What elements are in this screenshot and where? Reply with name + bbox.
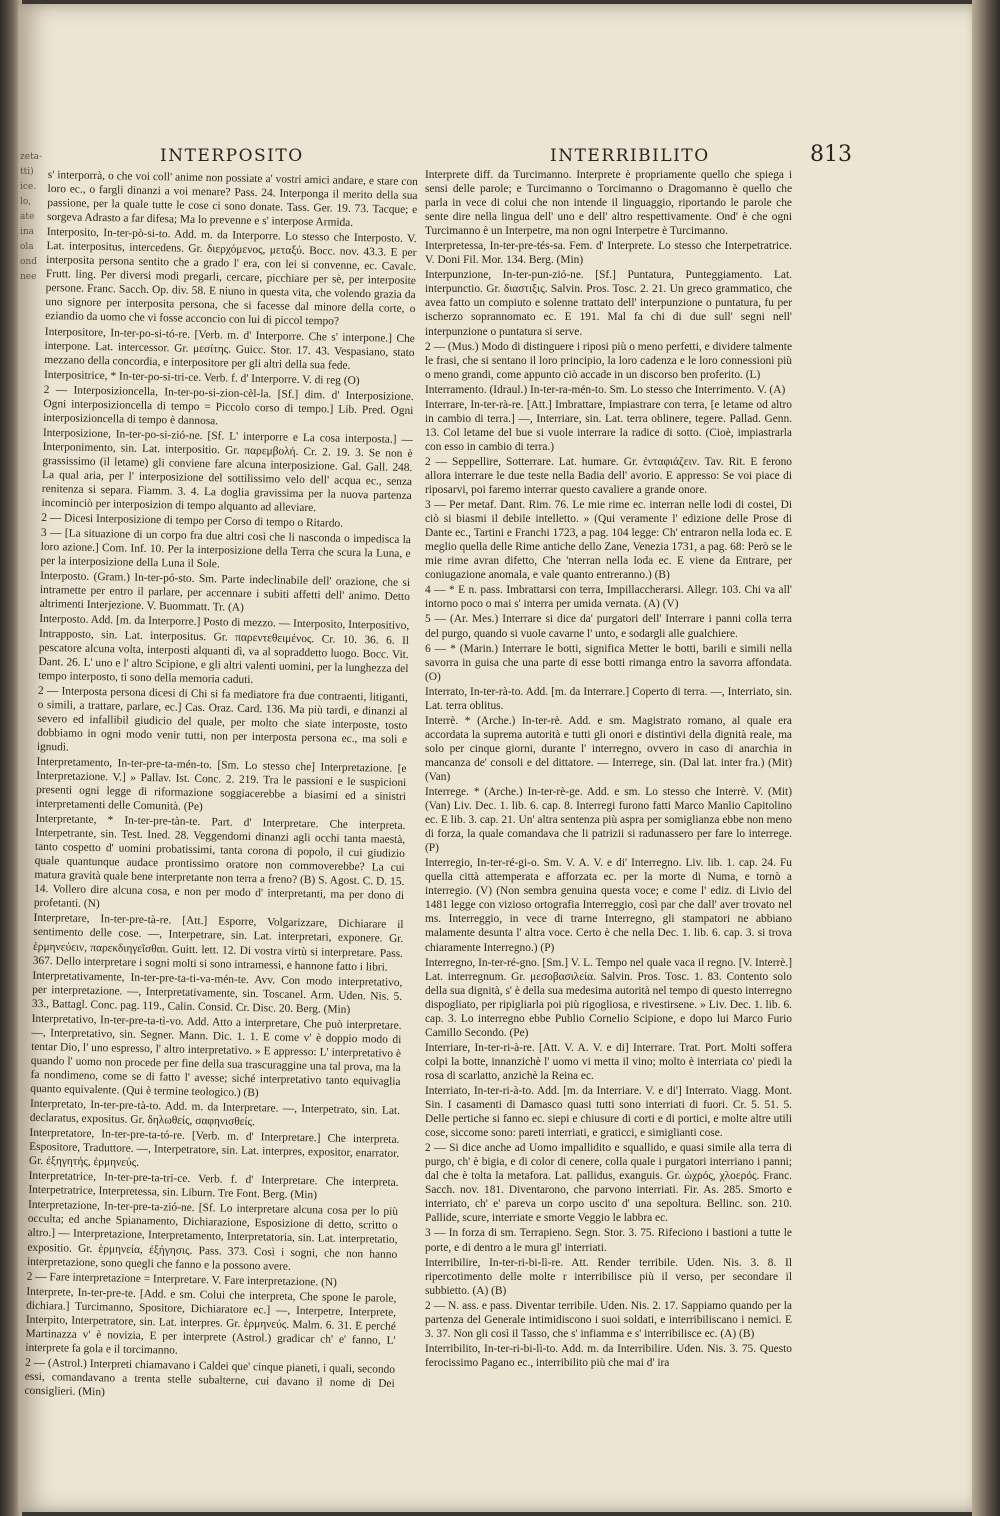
dictionary-entry: Interposito, In-ter-pò-si-to. Add. m. da Interporre. Lo stesso che Interposto. V. Lat. interpositus, intercedens. Gr. διερχόμενος, μεταξύ. Bocc. nov. 43.3. E per interposita persona sentito che a grado l' era, con lei si convenne, ec. Cavalc. Frutt. ling. Per diversi modi pregarli, cercare, picchiare per sè, per interposite persone. Franc. Sacch. Op. div. 58. E niuno in questa vita, che volendo grazia da uno signore per interposita persona, che si facesse dal minore della corte, o eziandio da uomo che vi fosse acconcio con lui di piccol tempo? xyxy=(45,226,417,329)
dictionary-entry: 2 — Dicesi Interposizione di tempo per Corso di tempo o Ritardo. xyxy=(41,512,344,530)
dictionary-entry: 2 — Interposizioncella, In-ter-po-si-zion-cèl-la. [Sf.] dim. d' Interposizione. Ogni interposizioncella di tempo = Piccolo corso di tempo.] Lib. Pred. Ogni interposizioncella di tempo è dannosa. xyxy=(43,383,414,428)
dictionary-entry: Interpretessa, In-ter-pre-tés-sa. Fem. d' Interprete. Lo stesso che Interpetratrice. V. Doni Fil. Mor. 134. Berg. (Min) xyxy=(425,240,792,267)
dictionary-entry: 3 — Per metaf. Dant. Rim. 76. Le mie rime ec. interran nelle lodi di costei, Di ciò si biasmi il debile intelletto. » (Qui veramente l' edizione delle Prose di Dante ec., Tartini e Franchi 1723, a pag. 104 legge: Ch' entraron nella loda ec. E meglio quella delle Rime antiche dello Zane, Venezia 1731, a pag. 68: Però se le mie rime avran difetto, Che 'nterran nella loda ec. E viene da Entrare, per coniugazione anomala, e vale quanto entreranno.) (B) xyxy=(425,499,792,582)
gutter-fragment: zeta- tti) ice. lo, ate ina ola ond nee xyxy=(20,152,43,282)
page-number: 813 xyxy=(810,142,852,167)
dictionary-entry: Interramento. (Idraul.) In-ter-ra-mén-to. Sm. Lo stesso che Interrimento. V. (A) xyxy=(425,383,786,396)
right-page-edge xyxy=(972,0,1000,1516)
dictionary-entry: Interregno, In-ter-ré-gno. [Sm.] V. L. Tempo nel quale vaca il regno. [V. Interrè.] Lat. interregnum. Gr. μεσοβασιλεία. Salvin. Pros. Tosc. 1. 83. Contento solo della sua dignità, s' è della sua medesima autorità nel tempo di questo interregno dispogliato, per ripigliarla poi più rigogliosa, e rivestirsene. » Liv. Dec. 1. lib. 6. cap. 3. Lo interregno ebbe Publio Cornelio Scipione, e dopo lui Marco Furio Camillo Secondo. (Pe) xyxy=(425,956,792,1039)
dictionary-entry: Interprete diff. da Turcimanno. Interprete è propriamente quello che spiega i sensi delle parole; e Turcimanno o Torcimanno o Dragomanno è quello che parla in vece di colui che non intende il linguaggio, riportando le parole che sente dire nella lingua dell' uno e dell' altro respettivamente. Ond' è che ogni Turcimanno è un Interpetre, ma non ogni Interpetre è Turcimanno. xyxy=(425,169,792,238)
dictionary-entry: Interpretatrice, In-ter-pre-ta-tri-ce. Verb. f. d' Interpretare. Che interpreta. Interpetratrice, Interpretessa, sin. Liburn. Tre Font. Berg. (Min) xyxy=(28,1170,399,1202)
dictionary-entry: Interpositrice, * In-ter-po-si-tri-ce. Verb. f. d' Interporre. V. di reg (O) xyxy=(43,368,360,387)
dictionary-entry: Interpretare, In-ter-pre-tà-re. [Att.] Esporre, Volgarizzare, Dichiarare il sentimento delle cose. —, Interpetrare, sin. Lat. interpretari, exponere. Gr. ἑρμηνεύειν, παρεκδιηγεῖσθαι. Guitt. lett. 12. Di vostra virtù si interpretare. Pass. 367. Dello interpretare i sogni molti si sono intramessi, e hannone fatto i libri. xyxy=(32,912,404,974)
running-head-left: INTERPOSITO xyxy=(160,146,304,166)
dictionary-entry: 2 — Interposta persona dicesi di Chi si fa mediatore fra due contraenti, litiganti, o simili, a trattare, parlare, ec.] Cas. Oraz. Card. 136. Ma più tardi, e dinanzi al severo ed infallibil giudicio del quale, per molto che siate interposte, tosto dobbiamo in ogni modo venir tutti, non per interposta persona ec., ma soli e ignudi. xyxy=(36,684,409,754)
dictionary-entry: 4 — * E n. pass. Imbrattarsi con terra, Impillaccherarsi. Allegr. 103. Chi va all' intorno poco o mai s' interra per umida vernata. (A) (V) xyxy=(425,584,792,611)
dictionary-entry: 2 — N. ass. e pass. Diventar terribile. Uden. Nis. 2. 17. Sappiamo quando per la partenza del Generale intimidiscono i suoi soldati, e interribiliscano i nemici. E 3. 37. Non gli così il Tasso, che s' infiamma e s' interribilisce ec. (A) (B) xyxy=(425,1299,792,1340)
dictionary-entry: Interregio, In-ter-ré-gi-o. Sm. V. A. V. e di' Interregno. Liv. lib. 1. cap. 24. Fu quella città attemperata e afforzata ec. per la morte di Numa, e tornò a interregio. (V) (Non sembra genuina questa voce; e come l' ediz. di Livio del 1481 legge con vizioso ortografia Interreggio, così par che dall' aver trovato nel ms. Interreggio, in vece di trarne Interregno, gli stampatori ne abbiano malamente desunta l' altra voce. Certo è che nella Dec. 1. lib. 6. cap. 3. si trova chiaramente Interregno.) (P) xyxy=(425,857,792,954)
dictionary-entry: Interribilito, In-ter-ri-bi-lì-to. Add. m. da Interribilire. Uden. Nis. 3. 75. Questo ferocissimo Pagano ec., interribilito più che mai d' ira xyxy=(425,1342,792,1369)
dictionary-entry: 2 — Fare interpretazione = Interpretare. V. Fare interpretazione. (N) xyxy=(26,1270,338,1289)
dictionary-entry: Interpositore, In-ter-po-si-tó-re. [Verb. m. d' Interporre. Che s' interpone.] Che interpone. Lat. intercessor. Gr. μεσίτης. Guicc. Stor. 17. 43. Vespasiano, stato mezzano della concordia, e interpositore per gli altri della sua fede. xyxy=(44,325,415,372)
dictionary-entry: Interprete, In-ter-pre-te. [Add. e sm. Colui che interpreta, Che spone le parole, dichiara.] Turcimanno, Spositore, Dichiaratore ec.] —, Interpetre, Interprete, Interpito, Interpetratore, sin. Lat. interpres. Gr. ἑρμηνεύς. Malm. 6. 31. E perché Martinazza v' è novizia, E per interprete (Astrol.) gradicar ch' e' fanno, L' interprete fa gola e il torcimanno. xyxy=(25,1285,397,1357)
dictionary-entry: 3 — [La situazione di un corpo fra due altri così che li nasconda o impedisca la loro azione.] Com. Inf. 10. Per la interposizione della Terra che scura la Luna, e per la interposizione della Luna il Sole. xyxy=(40,527,412,571)
dictionary-entry: Interposto. Add. [m. da Interporre.] Posto di mezzo. — Interposito, Interpositivo, Intrapposto, sin. Lat. interpositus. Gr. παρεντεθειμένος. Cr. 10. 36. 6. Il pescatore alcuna volta, interposti alquanti dì, va al sopraddetto luogo. Bocc. Vit. Dant. 26. L' uno e l' altro Scipione, e gli altri valenti uomini, per la lunghezza del tempo interposto, ti sono della memoria caduti. xyxy=(38,613,410,686)
dictionary-entry: Interpretato, In-ter-pre-tà-to. Add. m. da Interpretare. —, Interpetrato, sin. Lat. declaratus, expositus. Gr. δηλωθείς, σαφηνισθείς. xyxy=(29,1097,401,1129)
dictionary-entry: 2 — (Mus.) Modo di distinguere i riposi più o meno perfetti, e dividere talmente le frasi, che si sentano il loro principio, la loro cadenza e le loro connessioni più o meno grandi, come appunto ciò accade in un discorso ben proferito. (L) xyxy=(425,340,792,381)
dictionary-entry: 3 — In forza di sm. Terrapieno. Segn. Stor. 3. 75. Rifeciono i bastioni a tutte le porte, e di dentro a le mura gl' interriati. xyxy=(425,1227,792,1254)
dictionary-entry: Interpretatore, In-ter-pre-ta-tó-re. [Verb. m. d' Interpretare.] Che interpreta. Espositore, Traduttore. —, Interpetratore, sin. Lat. interpres, expositor, enarrator. Gr. ἐξηγητής, ἑρμηνεύς. xyxy=(28,1126,400,1170)
dictionary-entry: Interrè. * (Arche.) In-ter-rè. Add. e sm. Magistrato romano, al quale era accordata la suprema autorità e tutti gli onori e distintivi della dignità reale, ma solo per cinque giorni, durante l' interregno, ovvero in caso di anarchia in mancanza de' consoli e del dittatore. — Interrege, sin. (Dal lat. inter fra.) (Mit) (Van) xyxy=(425,714,792,783)
dictionary-entry: Interrato, In-ter-rà-to. Add. [m. da Interrare.] Coperto di terra. —, Interriato, sin. Lat. terra oblitus. xyxy=(425,685,792,712)
dictionary-entry: s' interporrà, o che voi coll' anime non possiate a' vostri amici andare, e stare con loro ec., o fargli dinanzi a voi menare? Pass. 24. Interponga il merito della sua passione, per la quale tutte le cose ci sono donate. Tass. Ger. 19. 73. Tacque; e sorgeva Adrasto a far difesa; Ma lo prevenne e s' interpose Armida. xyxy=(46,168,418,230)
dictionary-entry: Interriato, In-ter-ri-à-to. Add. [m. da Interriare. V. e di'] Interrato. Viagg. Mont. Sin. I casamenti di Damasco quasi tutti sono interriati di fuori. Cr. 5. 51. 5. Delle pertiche si fanno ec. siepi e chiusure di corti e di portici, e molte altre utili cose, siccome sono: pareti interriati, e graticci, e simiglianti cose. xyxy=(425,1085,792,1140)
dictionary-entry: 2 — (Astrol.) Interpreti chiamavano i Caldei que' cinque pianeti, i quali, secondo essi, comandavano a trenta stelle subalterne, cui davano il nome di Dei consiglieri. (Min) xyxy=(24,1356,396,1399)
left-column xyxy=(24,168,418,1399)
running-head-right: INTERRIBILITO xyxy=(550,146,710,166)
dictionary-entry: 5 — (Ar. Mes.) Interrare si dice da' purgatori dell' Interrare i panni colla terra del purgo, quando si vuole cavarne l' unto, e sodargli alle gualchiere. xyxy=(425,613,792,640)
dictionary-entry: Interrege. * (Arche.) In-ter-rè-ge. Add. e sm. Lo stesso che Interrè. V. (Mit) (Van) Liv. Dec. 1. lib. 6. cap. 8. Interregi furono fatti Marco Manlio Capitolino ec. E lib. 3. cap. 21. Un' altra sentenza più aspra per somiglianza ebbe non meno di forza, la quale comandava che li patrizii si radunassero per fare lo interrege. (P) xyxy=(425,786,792,855)
dictionary-entry: Interpretante, * In-ter-pre-tàn-te. Part. d' Interpretare. Che interpreta. Interpetrante, sin. Test. Ined. 28. Veggendomi dinanzi agli occhi tanta maestà, tanto cospetto d' uomini probatissimi, tanta corona di popolo, il cui giudizio quale quantunque audace prontissimo oratore non commoverebbe? La cui matura gravità quale bene interpretante non terra a freno? (B) S. Agost. C. D. 15. 14. Vollero dire alcuna cosa, e non per modo d' interpretanti, ma per dono di profetanti. (N) xyxy=(33,812,406,911)
dictionary-entry: Interposizione, In-ter-po-si-zió-ne. [Sf. L' interporre e La cosa interposta.] — Interponimento, sin. Lat. interpositio. Gr. παρεμβολή. Cr. 2. 19. 3. Se non è grassissimo (il letame) gli conviene fare alcuna interposizione. Gal. Gall. 248. La qual aria, per l' interposizione del sottilissimo velo dell' acqua ec., senza renitenza si separa. Fiamm. 3. 4. La doglia gravissima per la nuova partenza incominciò per interposizion di tempo alquanto ad alleviare. xyxy=(41,426,413,515)
dictionary-entry: Interribilire, In-ter-ri-bi-lì-re. Att. Render terribile. Uden. Nis. 3. 8. Il ripercotimento delle molte r interribilisce più il verso, per secondare il subbietto. (A) (B) xyxy=(425,1256,792,1297)
dictionary-entry: Interriare, In-ter-ri-à-re. [Att. V. A. V. e di] Interrare. Trat. Port. Molti soffera colpi la botte, innanzichè l' uomo vi metta il vino; molto è interriata co' piedi la rosa di scarlatto, anzichè la Reina ec. xyxy=(425,1041,792,1082)
dictionary-entry: Interpretativo, In-ter-pre-ta-tì-vo. Add. Atto a interpretare, Che può interpretare. —, Interpretativo, sin. Segner. Mann. Dic. 1. 1. E come v' è doppio modo di tentar Dio, l' uno espresso, l' altro interpretativo. » E appresso: L' interpretativo è quando l' uomo non procede per fine della sua trascuraggine una tal prova, ma la fa nondimeno, come se di fatto l' avesse; siché interpretativo tanto equivaglia quanto equivalente. (Qui è termine teologico.) (B) xyxy=(30,1012,402,1100)
dictionary-entry: Interrare, In-ter-rà-re. [Att.] Imbrattare, Impiastrare con terra, [e letame od altro in cambio di terra.] —, Interriare, sin. Lat. terra oblinere, tegere. Pallad. Genn. 13. Col letame del bue si vuole interrare la radice di sotto. (Cioè, impiastrarla con esso in cambio di terra.) xyxy=(425,398,792,453)
dictionary-entry: 2 — Si dice anche ad Uomo impallidito e squallido, e quasi simile alla terra di purgo, ch' è bigia, e di color di cenere, colla quale i purgatori interriano i panni; dal che è tolta la metafora. Lat. pallidus, exanguis. Gr. ὠχρός, χλοερός. Franc. Sacch. nov. 181. Diventarono, che parvono interriati. Fir. As. 285. Smorto e interriato, ch' e' pareva un corpo uscito d' una sepoltura. Bellinc. son. 210. Pallide, scure, interriate e smorte Veggio le labbra ec. xyxy=(425,1142,792,1225)
right-column xyxy=(425,168,792,1369)
dictionary-entry: Interpretativamente, In-ter-pre-ta-ti-va-mén-te. Avv. Con modo interpretativo, per interpretazione. —, Interpretativamente, sin. Toscanel. Arm. Uden. Nis. 5. 33., Battagl. Conc. pag. 119., Calin. Consid. Cr. Disc. 20. Berg. (Min) xyxy=(31,969,403,1016)
dictionary-entry: Interpretazione, In-ter-pre-ta-zió-ne. [Sf. Lo interpretare alcuna cosa per lo più occulta; ed anche Spianamento, Dichiarazione, Esposizione di detto, scritto o altro.] — Interpretazione, Interpretamento, Interpretatoria, sin. Lat. interpretatio, expositio. Gr. ἑρμηνεία, ἐξήγησις. Pass. 373. Così i sogni, che non hanno interpretazione, sono quegli che fanno e la possono avere. xyxy=(26,1199,399,1273)
dictionary-entry: Interpretamento, In-ter-pre-ta-mén-to. [Sm. Lo stesso che] Interpretazione. [e Interpretazione. V.] » Pallav. Ist. Conc. 2. 219. Tra le passioni e le suspicioni presenti ogni legge di riformazione soggiacerebbe a biasimi ed a sinistri interpretamenti delle Comunità. (Pe) xyxy=(35,755,407,814)
dictionary-entry: Interpunzione, In-ter-pun-zió-ne. [Sf.] Puntatura, Punteggiamento. Lat. interpunctio. Gr. διαστιξις. Salvin. Pros. Tosc. 2. 21. Un greco grammatico, che avea fatto un compiuto e solenne trattato dell' interpunzione o puntatura, fu per ischerzo soprannomato ec. E 191. Mal fa chi di due sull' segni nell' interpunzione o puntatura si serve. xyxy=(425,269,792,338)
dictionary-entry: 6 — * (Marin.) Interrare le botti, significa Metter le botti, barili e simili nella savorra in guisa che una parte di esse botti rimanga entro la savorra affondata. (O) xyxy=(425,642,792,683)
dictionary-entry: 2 — Seppellire, Sotterrare. Lat. humare. Gr. ἐνταφιάζειν. Tav. Rit. E ferono allora interrare le due teste nella Badia dell' avorio. E appresso: Se voi piace di riposarvi, poi faremo interrar questo cavaliere a grande onore. xyxy=(425,455,792,497)
dictionary-entry: Interposto. (Gram.) In-ter-pó-sto. Sm. Parte indeclinabile dell' orazione, che si intramette per entro il parlare, per accennare i subiti affetti dell' animo. Detto altrimenti Interjezione. V. Buommatt. Tr. (A) xyxy=(39,570,411,615)
